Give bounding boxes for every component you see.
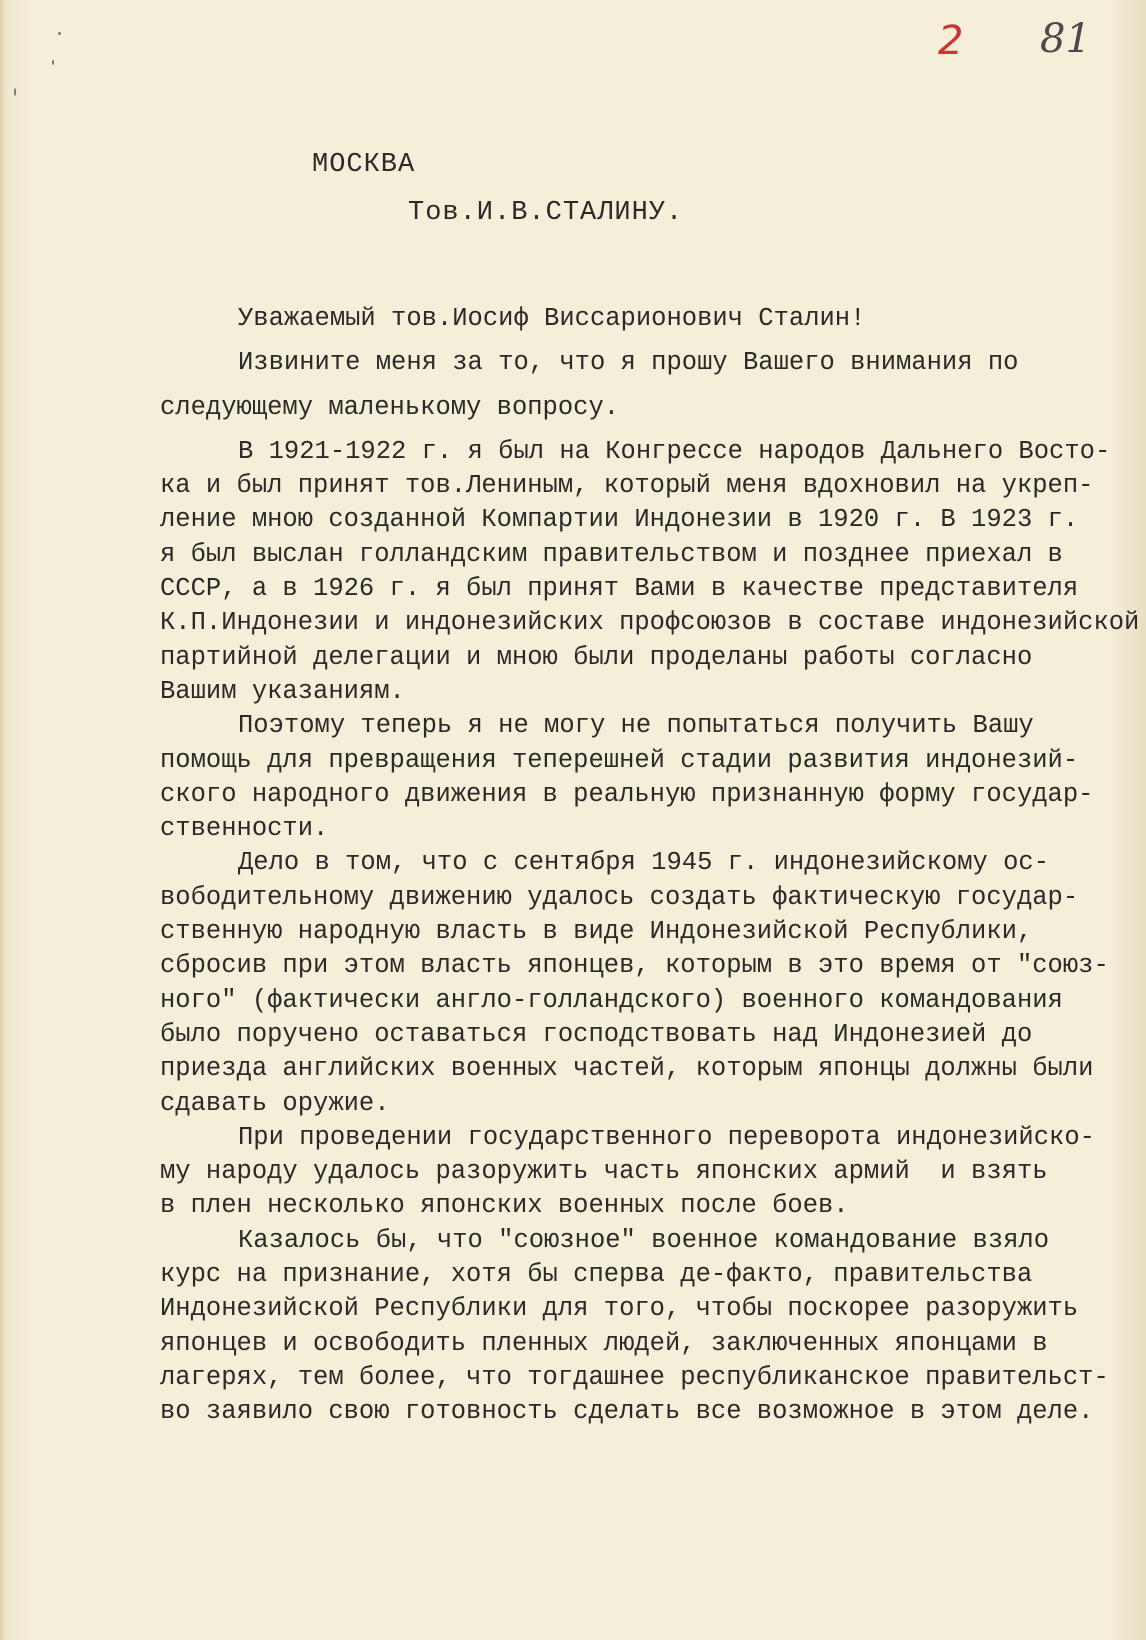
paper-speck [58, 32, 61, 35]
letter-body [160, 302, 1140, 1430]
paper-speck [52, 60, 54, 65]
body-line: следующему маленькому вопросу. [160, 392, 620, 422]
body-line: Вашим указаниям. [160, 676, 405, 706]
body-line: При проведении государственного переворота индонезийско- [238, 1122, 1095, 1152]
body-line: В 1921-1922 г. я был на Конгрессе народов Дальнего Восто- [238, 436, 1111, 466]
body-line: вободительному движению удалось создать фактическую государ- [160, 882, 1079, 912]
heading-addressee: Тов.И.В.СТАЛИНУ. [408, 198, 684, 228]
body-line: помощь для превращения теперешней стадии развития индонезий- [160, 745, 1079, 775]
body-line: ка и был принят тов.Лениным, который меня вдохновил на укреп- [160, 471, 1094, 501]
body-line: ственности. [160, 814, 329, 844]
body-line: было поручено оставаться господствовать над Индонезией до [160, 1019, 1033, 1049]
body-line: партийной делегации и мною были проделаны работы согласно [160, 642, 1033, 672]
body-line: Индонезийской Республики для того, чтобы поскорее разоружить [160, 1294, 1079, 1324]
body-line: в плен несколько японских военных после боев. [160, 1191, 849, 1221]
body-line: К.П.Индонезии и индонезийских профсоюзов в составе индонезийской [160, 608, 1140, 638]
body-line: во заявило свою готовность сделать все возможное в этом деле. [160, 1397, 1094, 1427]
body-line: Казалось бы, что "союзное" военное командование взяло [238, 1225, 1050, 1255]
salutation: Уважаемый тов.Иосиф Виссарионович Сталин! [238, 304, 866, 333]
body-line: я был выслан голландским правительством и позднее приехал в [160, 539, 1063, 569]
heading-city: МОСКВА [312, 150, 416, 180]
body-line: му народу удалось разоружить часть японских армий и взять [160, 1157, 1048, 1187]
body-line: приезда английских военных частей, которым японцы должны были [160, 1054, 1094, 1084]
body-line: лагерях, тем более, что тогдашнее республиканское правительст- [160, 1362, 1109, 1392]
paper-speck [14, 88, 16, 96]
body-line: японцев и освободить пленных людей, заключенных японцами в [160, 1328, 1048, 1358]
body-line: Поэтому теперь я не могу не попытаться получить Вашу [238, 711, 1034, 741]
body-line: ского народного движения в реальную признанную форму государ- [160, 779, 1094, 809]
body-line: ление мною созданной Компартии Индонезии в 1920 г. В 1923 г. [160, 505, 1079, 535]
body-line: Извините меня за то, что я прошу Вашего внимания по [238, 348, 1019, 378]
body-line: курс на признание, хотя бы сперва де-факто, правительства [160, 1260, 1033, 1290]
archive-red-mark: 2 [938, 18, 966, 64]
body-line: ственную народную власть в виде Индонезийской Республики, [160, 917, 1033, 947]
body-line: ного" (фактически англо-голландского) военного командования [160, 985, 1063, 1015]
body-line: сдавать оружие. [160, 1088, 390, 1118]
body-line: СССР, а в 1926 г. я был принят Вами в качестве представителя [160, 574, 1079, 604]
archive-page-number: 81 [1040, 16, 1091, 62]
body-line: сбросив при этом власть японцев, которым в это время от "союз- [160, 951, 1109, 981]
body-line: Дело в том, что с сентября 1945 г. индонезийскому ос- [238, 848, 1050, 878]
